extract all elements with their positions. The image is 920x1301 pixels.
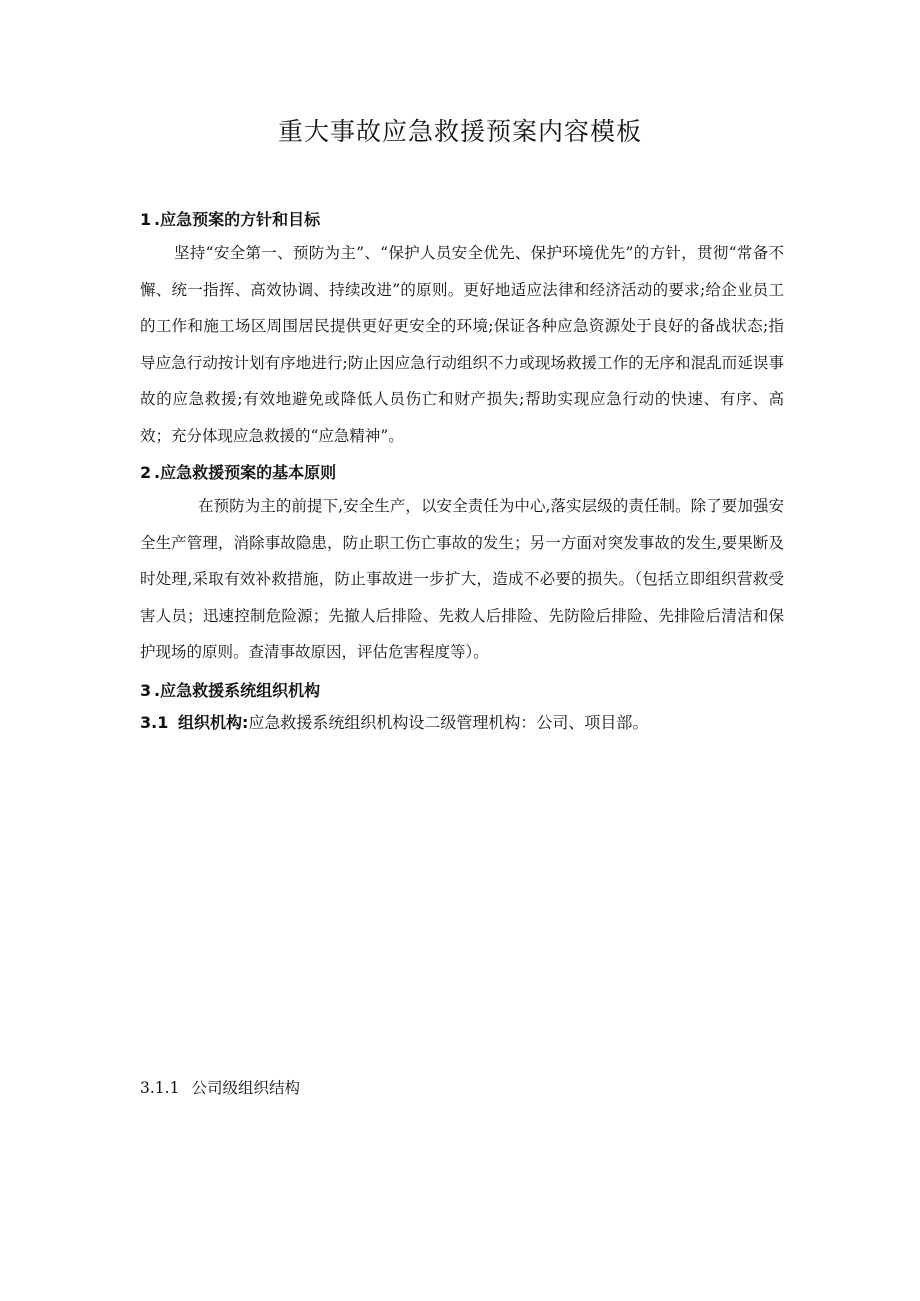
- subsection-3-1-label: 组织机构:: [178, 713, 249, 732]
- section-1-paragraph: 坚持“安全第一、预防为主”、“保护人员安全优先、保护环境优先”的方针，贯彻“常备不懈、统一指挥、高效协调、持续改进”的原则。更好地适应法律和经济活动的要求;给企业员工的工作和施工场区周围居民提供更好更安全的环境;保证各种应急资源处于良好的备战状态;指导应急行动按计划有序地进行;防止因应急行动组织不力或现场救援工作的无序和混乱而延误事故的应急救援;有效地避免或降低人员伤亡和财产损失;帮助实现应急行动的快速、有序、高效；充分体现应急救援的“应急精神”。: [140, 244, 784, 445]
- section-2-number: 2: [140, 463, 152, 482]
- section-1-title: .应急预案的方针和目标: [154, 210, 321, 229]
- document-title: 重大事故应急救援预案内容模板: [277, 117, 642, 146]
- section-3-number: 3: [140, 681, 152, 700]
- section-2-heading: [140, 460, 336, 483]
- section-2-title: .应急救援预案的基本原则: [154, 463, 337, 482]
- section-1-number: 1: [140, 210, 152, 229]
- subsection-3-1-1: [140, 1076, 300, 1098]
- subsection-3-1-1-number: 3.1.1: [140, 1079, 180, 1097]
- subsection-3-1: [140, 710, 648, 733]
- section-3-title: .应急救援系统组织机构: [154, 681, 321, 700]
- subsection-3-1-1-text: 公司级组织结构: [191, 1079, 300, 1097]
- subsection-3-1-text: 应急救援系统组织机构设二级管理机构：公司、项目部。: [248, 713, 649, 732]
- section-3-heading: [140, 678, 320, 701]
- subsection-3-1-number: 3.1: [140, 713, 169, 732]
- section-1-heading: [140, 207, 320, 230]
- section-2-paragraph: 在预防为主的前提下,安全生产，以安全责任为中心,落实层级的责任制。除了要加强安全生产管理，消除事故隐患，防止职工伤亡事故的发生；另一方面对突发事故的发生,要果断及时处理,采取有效补救措施，防止事故进一步扩大，造成不必要的损失。（包括立即组织营救受害人员；迅速控制危险源；先撤人后排险、先救人后排险、先防险后排险、先排险后清洁和保护现场的原则。查清事故原因，评估危害程度等）。: [140, 497, 784, 662]
